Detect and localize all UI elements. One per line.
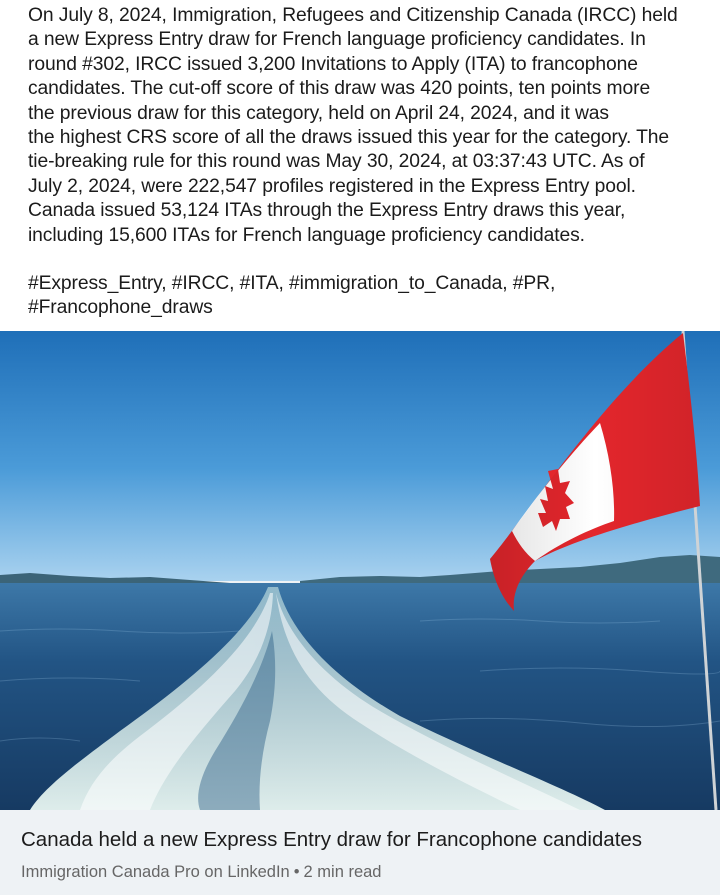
hashtag-line[interactable]: #Express_Entry, #IRCC, #ITA, #immigration_to_Canada, #PR, bbox=[28, 273, 556, 295]
meta-separator: • bbox=[293, 863, 300, 881]
article-card[interactable] bbox=[0, 331, 720, 895]
hashtag-line[interactable]: #Francophone_draws bbox=[28, 297, 213, 319]
post-line: round #302, IRCC issued 3,200 Invitations to Apply (ITA) to francophone bbox=[28, 53, 638, 75]
hashtags bbox=[28, 272, 708, 321]
post-line: July 2, 2024, were 222,547 profiles registered in the Express Entry pool. bbox=[28, 175, 636, 197]
article-read-time: 2 min read bbox=[303, 863, 382, 881]
post-line: a new Express Entry draw for French language proficiency candidates. In bbox=[28, 29, 646, 51]
post-line: the highest CRS score of all the draws issued this year for the category. The bbox=[28, 127, 670, 149]
post-line: the previous draw for this category, held on April 24, 2024, and it was bbox=[28, 102, 609, 124]
post-text bbox=[28, 4, 708, 321]
article-image[interactable] bbox=[0, 331, 720, 810]
article-title[interactable]: Canada held a new Express Entry draw for Francophone candidates bbox=[21, 828, 643, 851]
post-line: including 15,600 ITAs for French language proficiency candidates. bbox=[28, 224, 585, 246]
article-meta bbox=[21, 861, 382, 883]
post-line: candidates. The cut-off score of this draw was 420 points, ten points more bbox=[28, 78, 651, 100]
post-line: On July 8, 2024, Immigration, Refugees and Citizenship Canada (IRCC) held bbox=[28, 5, 678, 26]
post-line: Canada issued 53,124 ITAs through the Express Entry draws this year, bbox=[28, 200, 626, 222]
post-line: tie-breaking rule for this round was May 30, 2024, at 03:37:43 UTC. As of bbox=[28, 151, 645, 173]
article-source: Immigration Canada Pro on LinkedIn bbox=[21, 863, 290, 881]
post-paragraph bbox=[28, 4, 708, 248]
